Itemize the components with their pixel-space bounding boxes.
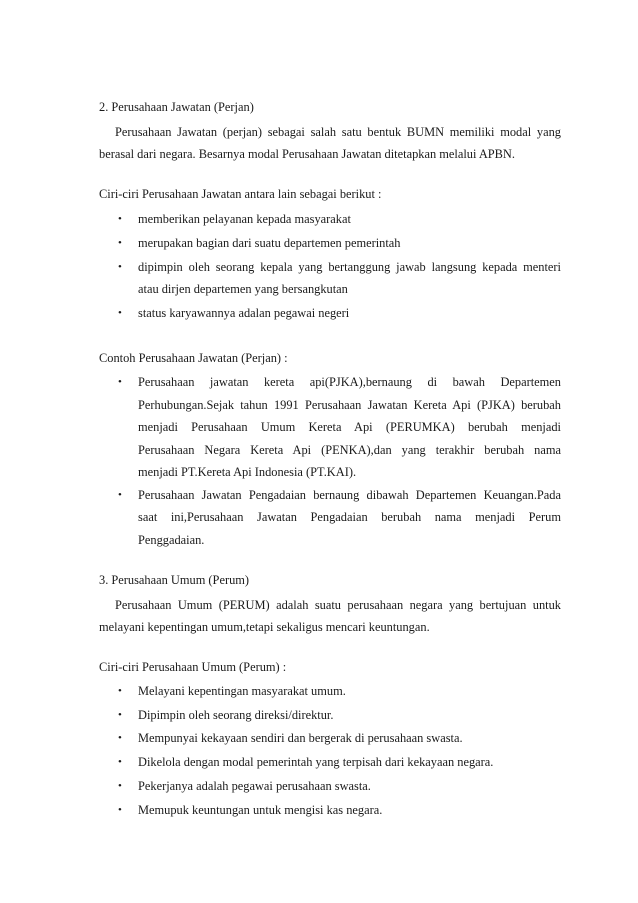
list-item-continued: atau dirjen departemen yang bersangkutan [138,282,348,296]
list-item: Perusahaan Jawatan Pengadaian bernaung dibawah Departemen Keuangan.Pada [138,488,561,502]
section3-heading: 3. Perusahaan Umum (Perum) [99,573,250,587]
bullet-icon: • [118,732,122,744]
section3-intro-line2: melayani kepentingan umum,tetapi sekaligus mencari keuntungan. [99,620,430,634]
list-item: Mempunyai kekayaan sendiri dan bergerak di perusahaan swasta. [138,731,463,745]
list-item: Perusahaan jawatan kereta api(PJKA),bernaung di bawah Departemen [138,375,561,389]
list-item-continued: Perusahaan Negara Kereta Api (PENKA),dan yang terakhir berubah nama [138,443,561,457]
section3-intro-line1: Perusahaan Umum (PERUM) adalah suatu perusahaan negara yang bertujuan untuk [115,598,561,612]
section2-intro-line1: Perusahaan Jawatan (perjan) sebagai salah satu bentuk BUMN memiliki modal yang [115,125,561,139]
bullet-icon: • [118,237,122,249]
bullet-icon: • [118,376,122,388]
section2-heading: 2. Perusahaan Jawatan (Perjan) [99,100,254,114]
list-item: status karyawannya adalan pegawai negeri [138,306,350,320]
list-item: Dipimpin oleh seorang direksi/direktur. [138,708,334,722]
list-item-continued: Penggadaian. [138,533,205,547]
bullet-icon: • [118,756,122,768]
list-item: Melayani kepentingan masyarakat umum. [138,684,346,698]
bullet-icon: • [118,489,122,501]
list-item: memberikan pelayanan kepada masyarakat [138,212,351,226]
list-item: Memupuk keuntungan untuk mengisi kas negara. [138,803,383,817]
bullet-icon: • [118,804,122,816]
section3-ciri-heading: Ciri-ciri Perusahaan Umum (Perum) : [99,660,287,674]
bullet-icon: • [118,213,122,225]
list-item: dipimpin oleh seorang kepala yang bertanggung jawab langsung kepada menteri [138,260,561,274]
list-item-continued: menjadi PT.Kereta Api Indonesia (PT.KAI). [138,465,357,479]
list-item-continued: menjadi Perusahaan Umum Kereta Api (PERUMKA) berubah menjadi [138,420,561,434]
bullet-icon: • [118,780,122,792]
bullet-icon: • [118,261,122,273]
bullet-icon: • [118,709,122,721]
section2-contoh-heading: Contoh Perusahaan Jawatan (Perjan) : [99,351,288,365]
list-item: merupakan bagian dari suatu departemen pemerintah [138,236,401,250]
list-item-continued: Perhubungan.Sejak tahun 1991 Perusahaan Jawatan Kereta Api (PJKA) berubah [138,398,561,412]
list-item: Dikelola dengan modal pemerintah yang terpisah dari kekayaan negara. [138,755,494,769]
section2-intro-line2: berasal dari negara. Besarnya modal Perusahaan Jawatan ditetapkan melalui APBN. [99,147,515,161]
bullet-icon: • [118,685,122,697]
bullet-icon: • [118,307,122,319]
list-item-continued: saat ini,Perusahaan Jawatan Pengadaian berubah nama menjadi Perum [138,510,561,524]
list-item: Pekerjanya adalah pegawai perusahaan swasta. [138,779,371,793]
section2-ciri-heading: Ciri-ciri Perusahaan Jawatan antara lain sebagai berikut : [99,187,382,201]
